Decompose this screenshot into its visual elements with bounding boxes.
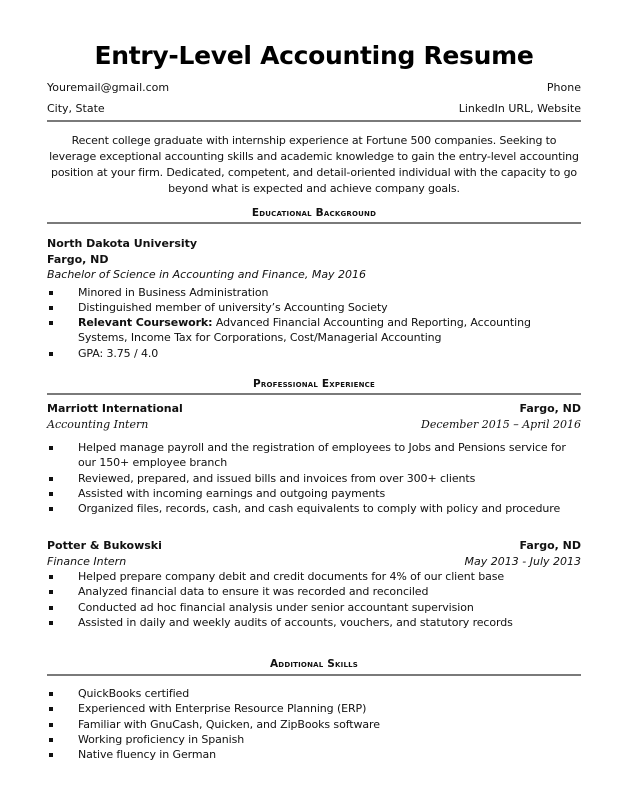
skills-bullets xyxy=(47,686,581,762)
bullet-icon xyxy=(49,492,53,496)
job-1-bullets xyxy=(47,440,581,516)
company-name: Marriott International xyxy=(47,402,183,415)
bullet-icon xyxy=(49,321,53,325)
bullet-icon xyxy=(49,590,53,594)
bullet-icon xyxy=(49,723,53,727)
job-dates: May 2013 - July 2013 xyxy=(464,554,581,568)
list-item: QuickBooks certified xyxy=(47,686,581,701)
list-item: Familiar with GnuCash, Quicken, and ZipBooks software xyxy=(47,717,581,732)
list-item xyxy=(47,315,581,346)
contact-row-2 xyxy=(47,102,581,116)
list-item: Working proficiency in Spanish xyxy=(47,732,581,747)
list-item: Distinguished member of university’s Accounting Society xyxy=(47,300,581,315)
bullet-icon xyxy=(49,477,53,481)
job-location: Fargo, ND xyxy=(519,402,581,415)
job-2-bullets xyxy=(47,569,581,630)
job-1 xyxy=(47,401,581,516)
education-divider xyxy=(47,222,581,224)
header-divider xyxy=(47,120,581,122)
list-item: Assisted in daily and weekly audits of accounts, vouchers, and statutory records xyxy=(47,615,581,630)
bullet-icon xyxy=(49,606,53,610)
coursework-text: Advanced Financial Accounting and Reporting, Accounting Systems, Income Tax for Corporations, Cost/Managerial Accounting xyxy=(78,316,531,345)
education-bullets xyxy=(47,285,581,361)
list-item: Conducted ad hoc financial analysis under senior accountant supervision xyxy=(47,600,581,615)
list-item: Experienced with Enterprise Resource Planning (ERP) xyxy=(47,701,581,716)
degree: Bachelor of Science in Accounting and Finance, May 2016 xyxy=(47,268,367,281)
skills-divider xyxy=(47,674,581,676)
resume-title: Entry-Level Accounting Resume xyxy=(94,41,534,70)
list-item: Helped manage payroll and the registration of employees to Jobs and Pensions service for our 150+ employee branch xyxy=(47,440,581,471)
education-heading: Educational Background xyxy=(251,207,377,219)
list-item: Analyzed financial data to ensure it was recorded and reconciled xyxy=(47,584,581,599)
summary: Recent college graduate with internship experience at Fortune 500 companies. Seeking to leverage exceptional accounting skills and academic knowledge to gain the entry-level accounting position at your firm. Dedicated, competent, and detail-oriented individual with the capacity to go beyond what is expected and achieve company goals. xyxy=(49,134,579,195)
bullet-icon xyxy=(49,621,53,625)
list-item: Minored in Business Administration xyxy=(47,285,581,300)
email: Youremail@gmail.com xyxy=(47,81,170,94)
school-name: North Dakota University xyxy=(47,237,198,250)
bullet-icon xyxy=(49,446,53,450)
list-item: Native fluency in German xyxy=(47,747,581,762)
company-name: Potter & Bukowski xyxy=(47,539,162,552)
skills-heading: Additional Skills xyxy=(269,658,359,670)
experience-divider xyxy=(47,393,581,395)
location: City, State xyxy=(47,102,105,115)
bullet-icon xyxy=(49,707,53,711)
contact-row-1 xyxy=(47,81,581,95)
bullet-icon xyxy=(49,575,53,579)
links: LinkedIn URL, Website xyxy=(458,102,581,115)
list-item: Helped prepare company debit and credit documents for 4% of our client base xyxy=(47,569,581,584)
bullet-icon xyxy=(49,352,53,356)
job-title: Finance Intern xyxy=(47,554,127,568)
phone: Phone xyxy=(546,81,581,94)
list-item: Assisted with incoming earnings and outgoing payments xyxy=(47,486,581,501)
bullet-icon xyxy=(49,306,53,310)
coursework-label: Relevant Coursework: xyxy=(78,316,213,330)
job-title: Accounting Intern xyxy=(47,417,149,431)
bullet-icon xyxy=(49,291,53,295)
education-section xyxy=(47,236,581,361)
job-location: Fargo, ND xyxy=(519,539,581,552)
bullet-icon xyxy=(49,738,53,742)
job-2 xyxy=(47,538,581,630)
bullet-icon xyxy=(49,692,53,696)
experience-heading: Professional Experience xyxy=(253,378,375,390)
job-dates: December 2015 – April 2016 xyxy=(421,417,581,431)
bullet-icon xyxy=(49,753,53,757)
list-item: GPA: 3.75 / 4.0 xyxy=(47,346,581,361)
list-item: Organized files, records, cash, and cash equivalents to comply with policy and procedure xyxy=(47,501,581,516)
school-location: Fargo, ND xyxy=(47,252,109,266)
bullet-icon xyxy=(49,507,53,511)
list-item: Reviewed, prepared, and issued bills and invoices from over 300+ clients xyxy=(47,471,581,486)
skills-section xyxy=(47,686,581,762)
